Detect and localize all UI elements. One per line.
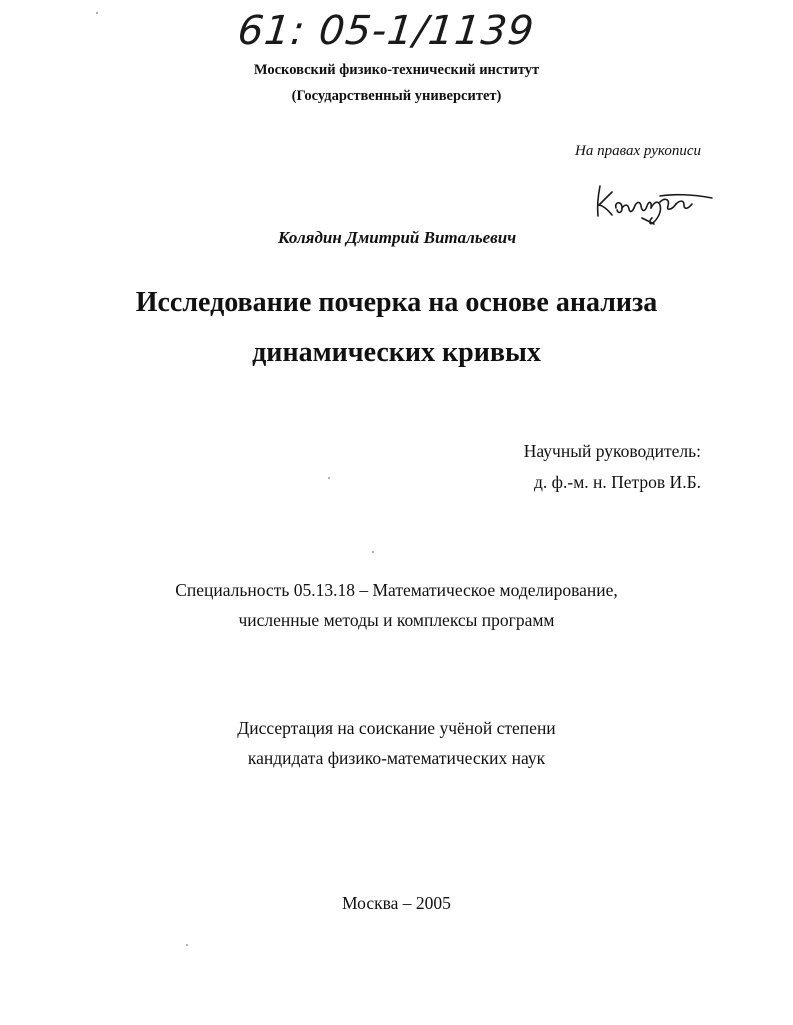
author-name: Колядин Дмитрий Витальевич	[278, 228, 517, 247]
specialty-line-1: Специальность 05.13.18 – Математическое моделирование,	[175, 580, 618, 600]
scan-speck	[328, 477, 330, 479]
archive-number: 61: 05-1/1139	[235, 8, 537, 54]
thesis-title-line-2: динамических кривых	[252, 337, 541, 368]
thesis-title-line-1: Исследование почерка на основе анализа	[135, 287, 658, 318]
institution-name: Московский физико-технический институт	[253, 62, 540, 78]
institution-status: (Государственный университет)	[291, 88, 502, 104]
supervisor-label: Научный руководитель:	[523, 441, 701, 461]
manuscript-rights: На правах рукописи	[575, 143, 701, 159]
dissertation-line-2: кандидата физико-математических наук	[247, 748, 546, 768]
dissertation-line-1: Диссертация на соискание учёной степени	[237, 718, 556, 738]
supervisor-name: д. ф.-м. н. Петров И.Б.	[534, 472, 701, 492]
scan-speck	[186, 944, 188, 946]
author-signature	[592, 178, 716, 230]
specialty-line-2: численные методы и комплексы программ	[238, 610, 555, 630]
place-year: Москва – 2005	[342, 893, 451, 913]
scan-speck	[96, 12, 98, 14]
scan-speck	[372, 551, 374, 553]
